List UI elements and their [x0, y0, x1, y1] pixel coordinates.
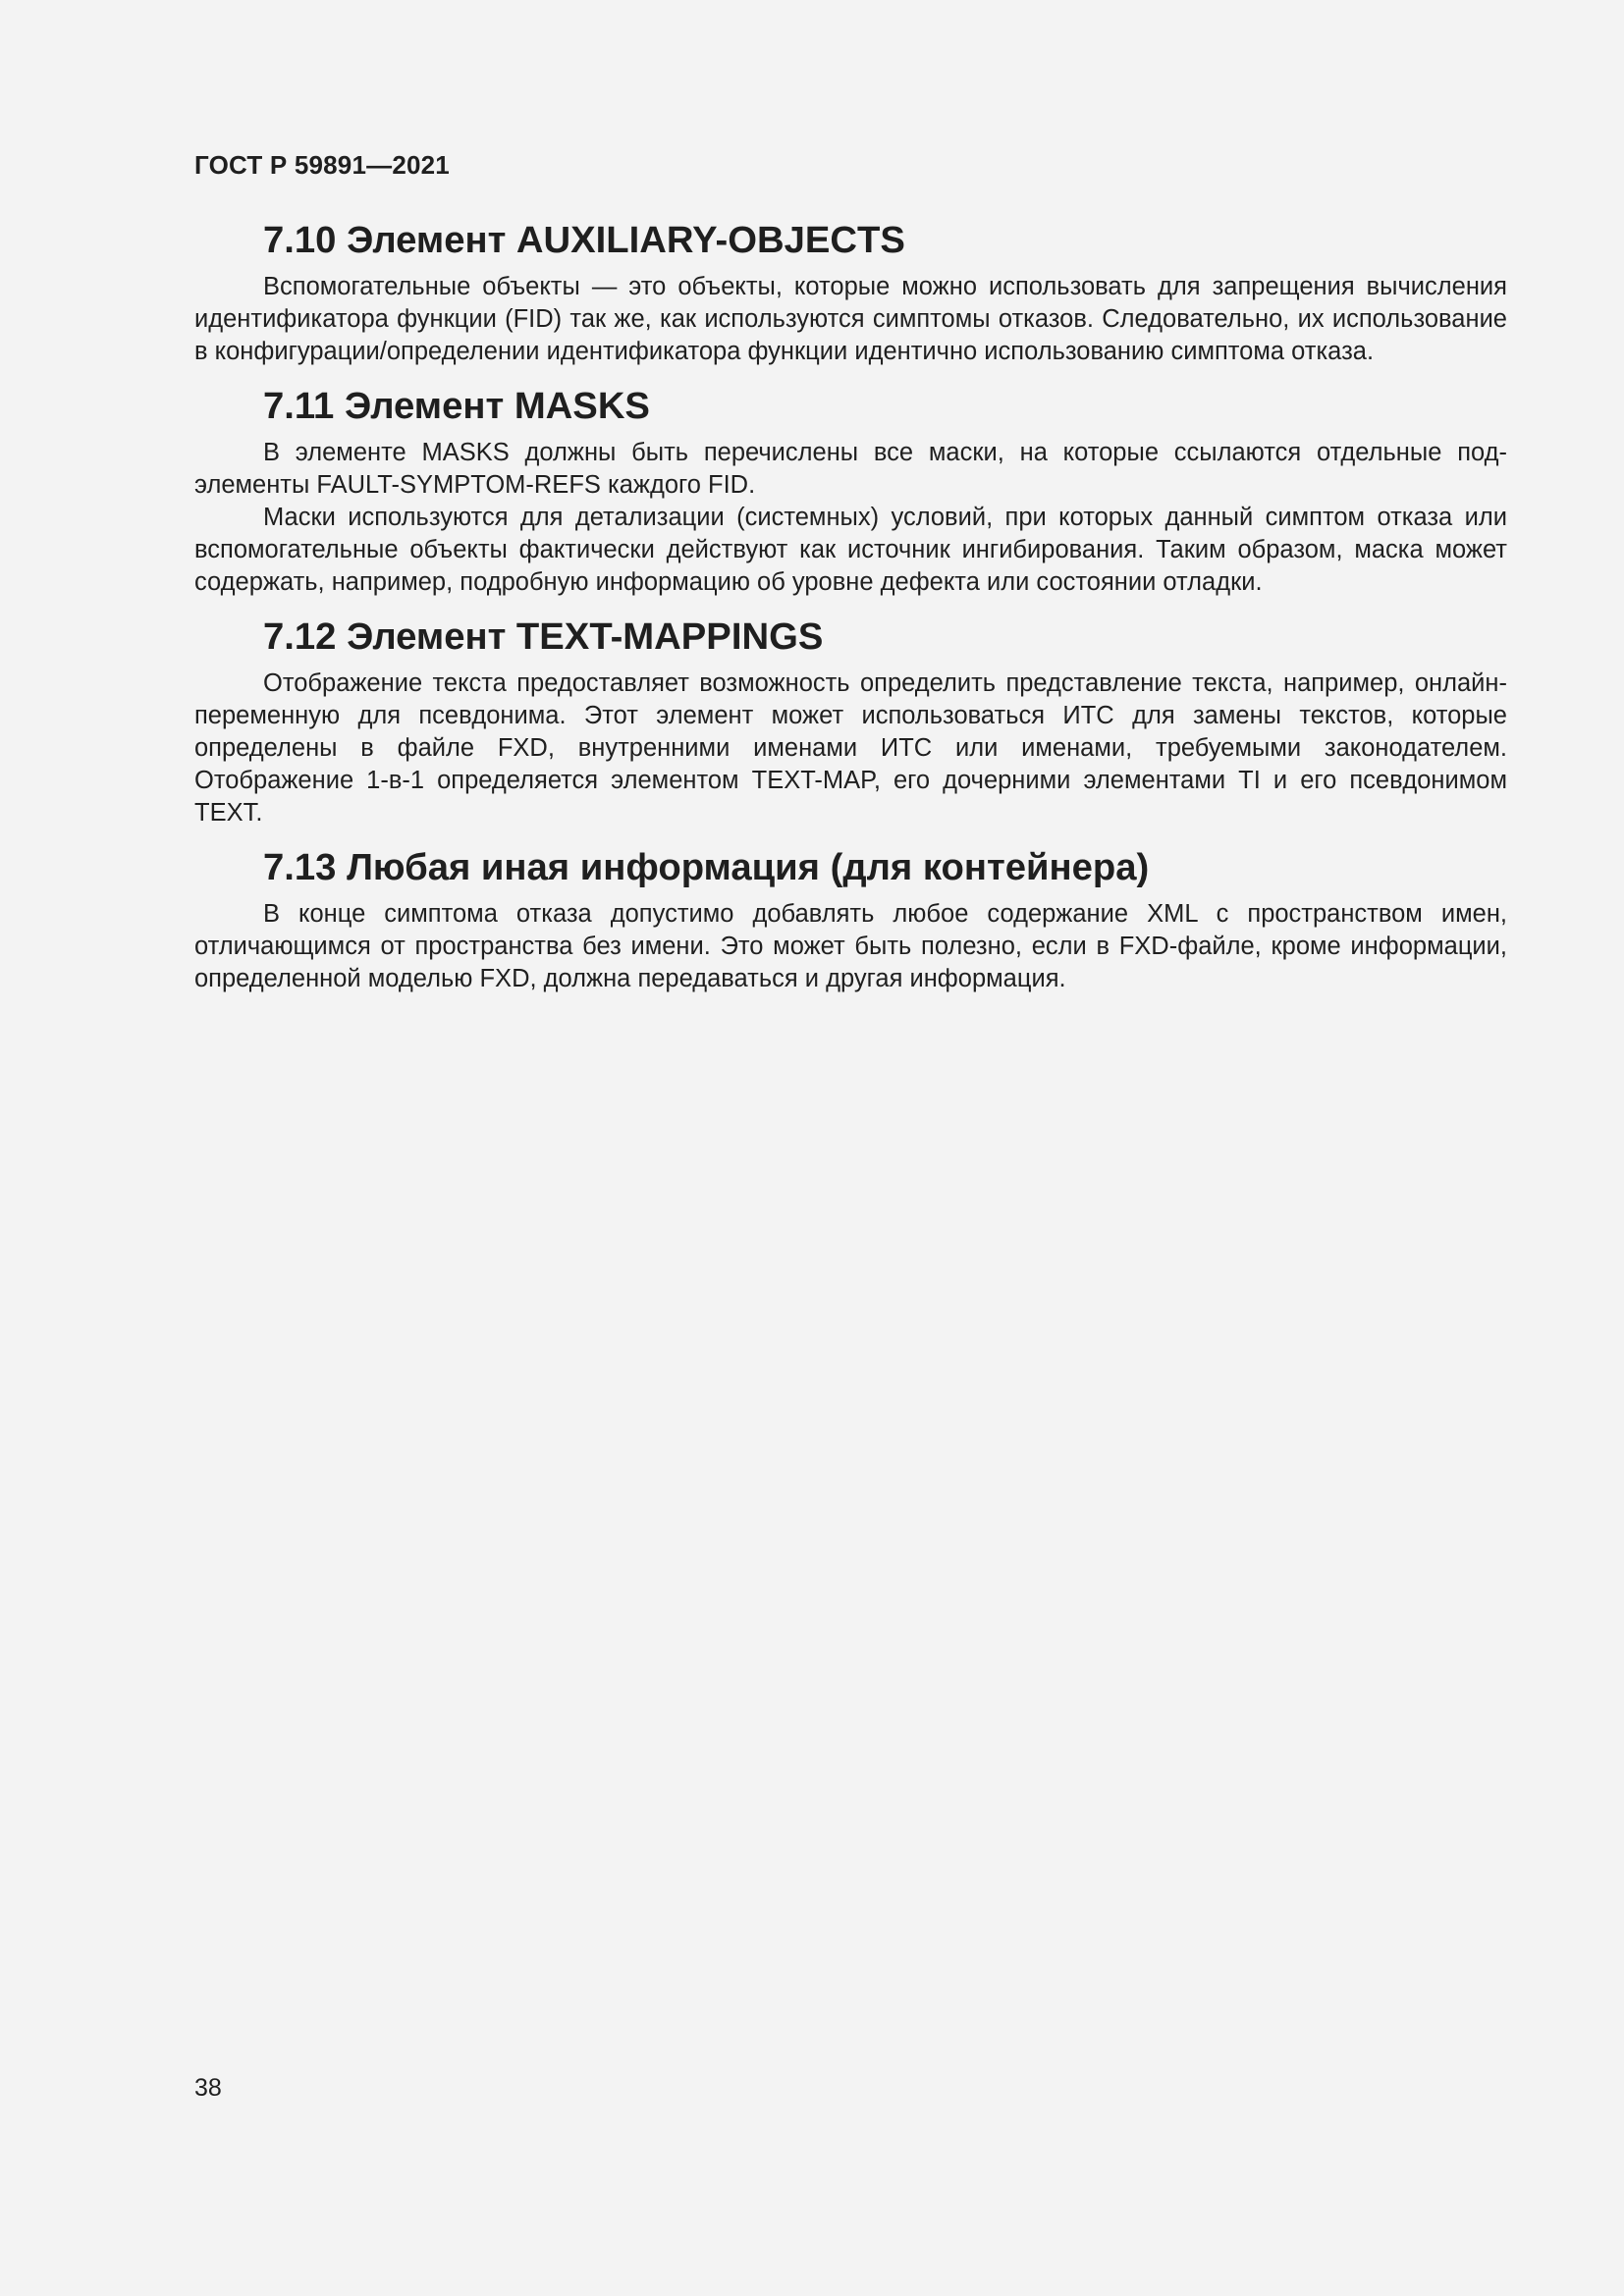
section-7-13	[194, 846, 1507, 995]
document-body	[194, 219, 1507, 995]
section-title: 7.10 Элемент AUXILIARY-OBJECTS	[263, 219, 905, 261]
section-7-12	[194, 615, 1507, 829]
section-7-10	[194, 219, 1507, 368]
paragraph: Отображение текста предоставляет возможность определить представление текста, например, онлайн-переменную для псевдонима. Этот элемент может использоваться ИТС для замены текстов, которые определены в файле FXD, внутренними именами ИТС или именами, требуемыми законодателем. Отображение 1-в-1 определяется элементом TEXT-MAP, его дочерними элементами TI и его псевдонимом TEXT.	[194, 669, 1507, 827]
document-header: ГОСТ Р 59891—2021	[194, 150, 450, 180]
paragraph: В конце симптома отказа допустимо добавлять любое содержание XML с пространством имен, отличающимся от пространства без имени. Это может быть полезно, если в FXD-файле, кроме информации, определенной моделью FXD, должна передаваться и другая информация.	[194, 900, 1507, 992]
paragraph: Маски используются для детализации (системных) условий, при которых данный симптом отказа или вспомогательные объекты фактически действуют как источник ингибирования. Таким образом, маска может содержать, например, подробную информацию об уровне дефекта или состоянии отладки.	[194, 504, 1507, 596]
paragraph: В элементе MASKS должны быть перечислены все маски, на которые ссылаются отдельные подэлементы FAULT-SYMPTOM-REFS каждого FID.	[194, 439, 1507, 499]
paragraph: Вспомогательные объекты — это объекты, которые можно использовать для запрещения вычисления идентификатора функции (FID) так же, как используются симптомы отказов. Следовательно, их использование в конфигурации/определении идентификатора функции идентично использованию симптома отказа.	[194, 273, 1507, 365]
section-title: 7.12 Элемент TEXT-MAPPINGS	[263, 615, 824, 658]
section-7-11	[194, 385, 1507, 599]
section-title: 7.13 Любая иная информация (для контейнера)	[263, 846, 1150, 888]
section-title: 7.11 Элемент MASKS	[263, 385, 650, 427]
page-number: 38	[194, 2074, 222, 2102]
